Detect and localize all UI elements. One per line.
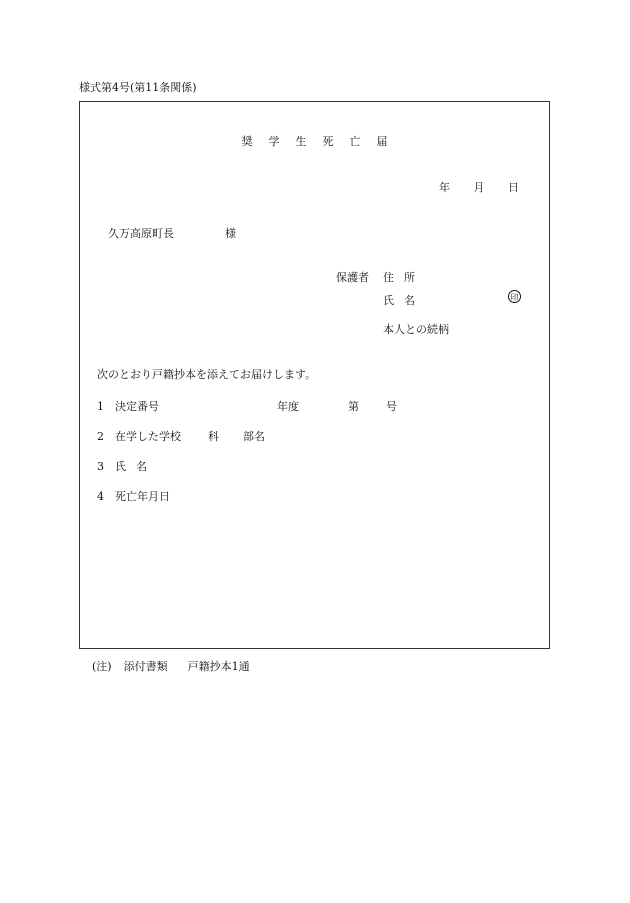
date-day: 日 <box>508 181 519 194</box>
addressee: 久万高原町長 <box>108 227 174 240</box>
addressee-honorific: 様 <box>225 227 236 240</box>
department-label: 科 <box>208 430 219 443</box>
note-label: 添付書類 <box>123 660 168 673</box>
title-char: 奨 <box>241 135 253 148</box>
relation-label: 本人との続柄 <box>383 323 449 336</box>
item-school <box>97 431 181 442</box>
note-value: 戸籍抄本1通 <box>187 660 250 673</box>
guardian-label: 保護者 <box>336 271 369 284</box>
date-month: 月 <box>473 181 485 194</box>
name-char: 氏 <box>383 294 394 307</box>
date-row <box>419 182 519 193</box>
item-label: 決定番号 <box>115 400 159 413</box>
title-char: 死 <box>322 135 334 148</box>
form-box <box>79 101 550 649</box>
item-number: 1 <box>97 400 104 413</box>
form-title <box>80 136 549 147</box>
guardian-address-label <box>383 272 425 283</box>
item-number: 3 <box>97 460 104 473</box>
go-label: 号 <box>386 400 397 413</box>
item-number: 4 <box>97 490 104 503</box>
item-label: 在学した学校 <box>115 430 181 443</box>
title-char: 亡 <box>349 135 361 148</box>
item-number: 2 <box>97 430 104 443</box>
item-decision-number <box>97 401 159 412</box>
guardian-name-label <box>383 295 425 306</box>
item-label-b: 名 <box>136 460 147 473</box>
title-char: 届 <box>376 135 388 148</box>
address-char: 住 <box>383 271 394 284</box>
date-year: 年 <box>439 181 450 194</box>
item-death-date <box>97 491 170 502</box>
item-name <box>97 461 147 472</box>
intro-text: 次のとおり戸籍抄本を添えてお届けします。 <box>97 368 317 381</box>
fiscal-year-label: 年度 <box>277 400 299 413</box>
title-char: 学 <box>268 135 280 148</box>
address-char: 所 <box>404 271 415 284</box>
attachment-note <box>92 661 250 672</box>
item-label-a: 氏 <box>115 460 126 473</box>
dai-label: 第 <box>348 400 359 413</box>
section-name-label: 部名 <box>243 430 265 443</box>
name-char: 名 <box>404 294 415 307</box>
note-prefix: (注) <box>92 660 112 673</box>
form-number-label: 様式第4号(第11条関係) <box>79 81 197 94</box>
seal-mark: 印 <box>508 290 521 303</box>
title-char: 生 <box>295 135 307 148</box>
item-label: 死亡年月日 <box>115 490 170 503</box>
